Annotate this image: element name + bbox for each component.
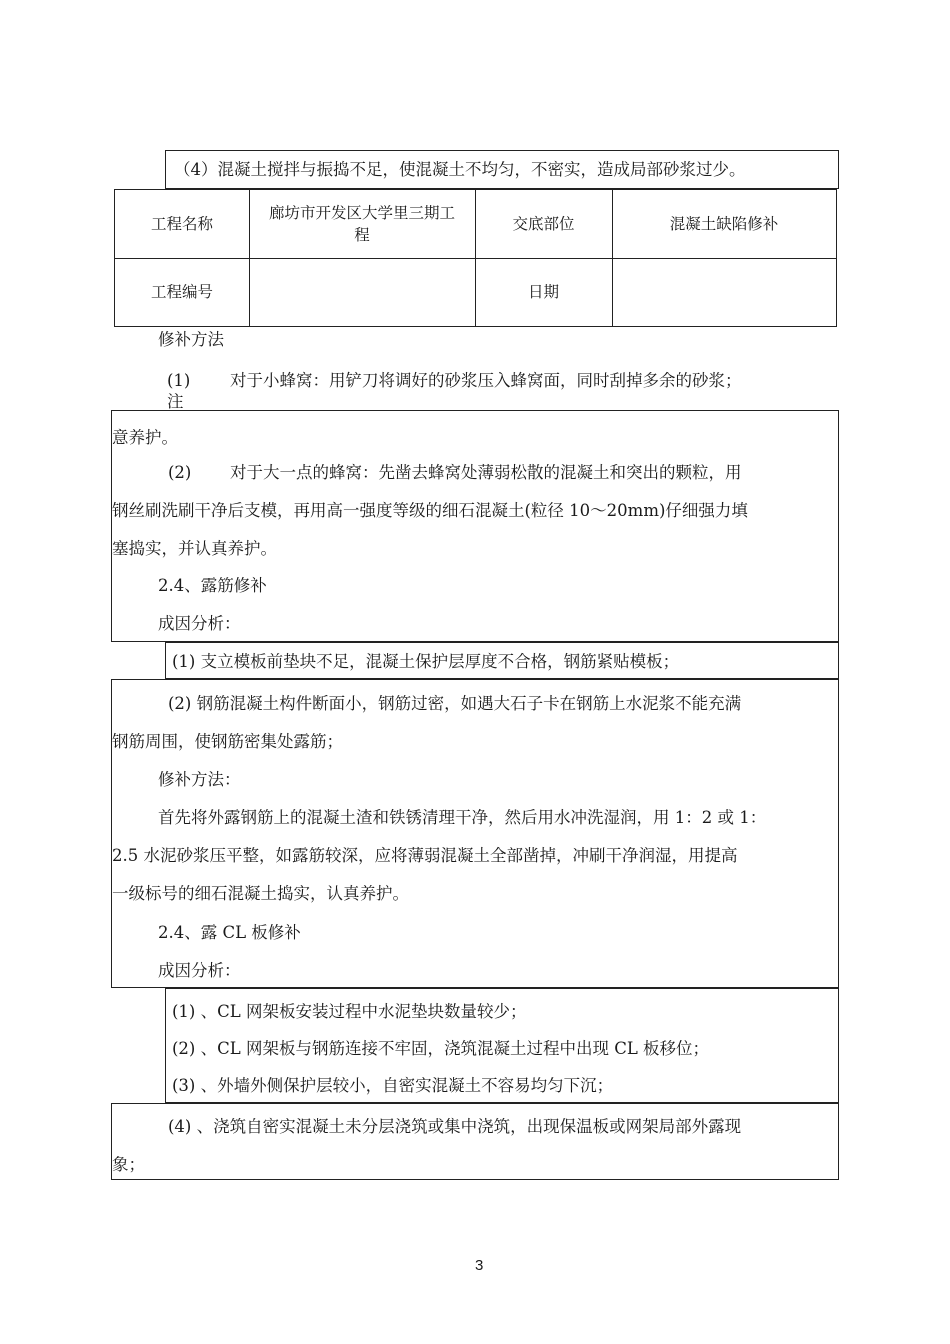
box4-line-2: 钢筋周围，使钢筋密集处露筋；	[112, 732, 343, 751]
item1-tail: 注	[167, 392, 184, 411]
top-note-text: （4）混凝土搅拌与振捣不足，使混凝土不均匀，不密实，造成局部砂浆过少。	[174, 160, 746, 179]
project-no-value	[249, 258, 475, 326]
box4-line-6: 一级标号的细石混凝土捣实，认真养护。	[112, 884, 409, 903]
item1-text: 对于小蜂窝：用铲刀将调好的砂浆压入蜂窝面，同时刮掉多余的砂浆；	[230, 371, 742, 390]
box4-line-4: 首先将外露钢筋上的混凝土渣和铁锈清理干净，然后用水冲洗湿润，用 1：2 或 1：	[158, 808, 767, 827]
box2-line-1: 意养护。	[112, 428, 178, 447]
box2-line-2-number: (2)	[168, 463, 192, 482]
text-box-5	[165, 988, 839, 1103]
text-box-2	[111, 410, 839, 642]
repair-method-heading: 修补方法	[158, 330, 224, 349]
text-box-6	[111, 1103, 839, 1180]
box3-line-1: (1) 支立模板前垫块不足，混凝土保护层厚度不合格，钢筋紧贴模板；	[172, 652, 680, 671]
disclosure-part-label: 交底部位	[512, 215, 575, 233]
item1-number: (1)	[167, 371, 191, 390]
project-name-value: 廊坊市开发区大学里三期工 程	[268, 204, 455, 244]
box4-line-5: 2.5 水泥砂浆压平整，如露筋较深，应将薄弱混凝土全部凿掉，冲刷干净润湿，用提高	[112, 846, 738, 865]
box6-line-2: 象；	[112, 1155, 145, 1174]
box6-line-1: (4) 、浇筑自密实混凝土未分层浇筑或集中浇筑，出现保温板或网架局部外露现	[168, 1117, 742, 1136]
project-no-label: 工程编号	[150, 283, 213, 301]
box2-line-5: 2.4、露筋修补	[158, 576, 267, 595]
box2-line-6: 成因分析：	[158, 614, 241, 633]
text-box-3	[165, 642, 839, 679]
date-label: 日期	[527, 283, 559, 301]
box2-line-4: 塞捣实，并认真养护。	[112, 539, 277, 558]
box5-line-3: (3) 、外墙外侧保护层较小，自密实混凝土不容易均匀下沉；	[172, 1076, 614, 1095]
box4-line-7: 2.4、露 CL 板修补	[158, 923, 301, 942]
box2-line-2-text: 对于大一点的蜂窝：先凿去蜂窝处薄弱松散的混凝土和突出的颗粒，用	[230, 463, 742, 482]
box4-line-3: 修补方法：	[158, 770, 241, 789]
box5-line-1: (1) 、CL 网架板安装过程中水泥垫块数量较少；	[172, 1002, 527, 1021]
date-value	[612, 258, 836, 326]
box4-line-1: (2) 钢筋混凝土构件断面小，钢筋过密，如遇大石子卡在钢筋上水泥浆不能充满	[168, 694, 742, 713]
disclosure-part-value: 混凝土缺陷修补	[669, 215, 779, 233]
text-box-4	[111, 679, 839, 988]
page-number: 3	[475, 1257, 484, 1274]
box4-line-8: 成因分析：	[158, 961, 241, 980]
box2-line-3: 钢丝刷洗刷干净后支模，再用高一强度等级的细石混凝土(粒径 10～20mm)仔细强力填	[112, 501, 748, 520]
top-note-box	[165, 150, 839, 189]
box5-line-2: (2) 、CL 网架板与钢筋连接不牢固，浇筑混凝土过程中出现 CL 板移位；	[172, 1039, 710, 1058]
project-name-label: 工程名称	[150, 215, 213, 233]
info-table	[114, 189, 837, 327]
